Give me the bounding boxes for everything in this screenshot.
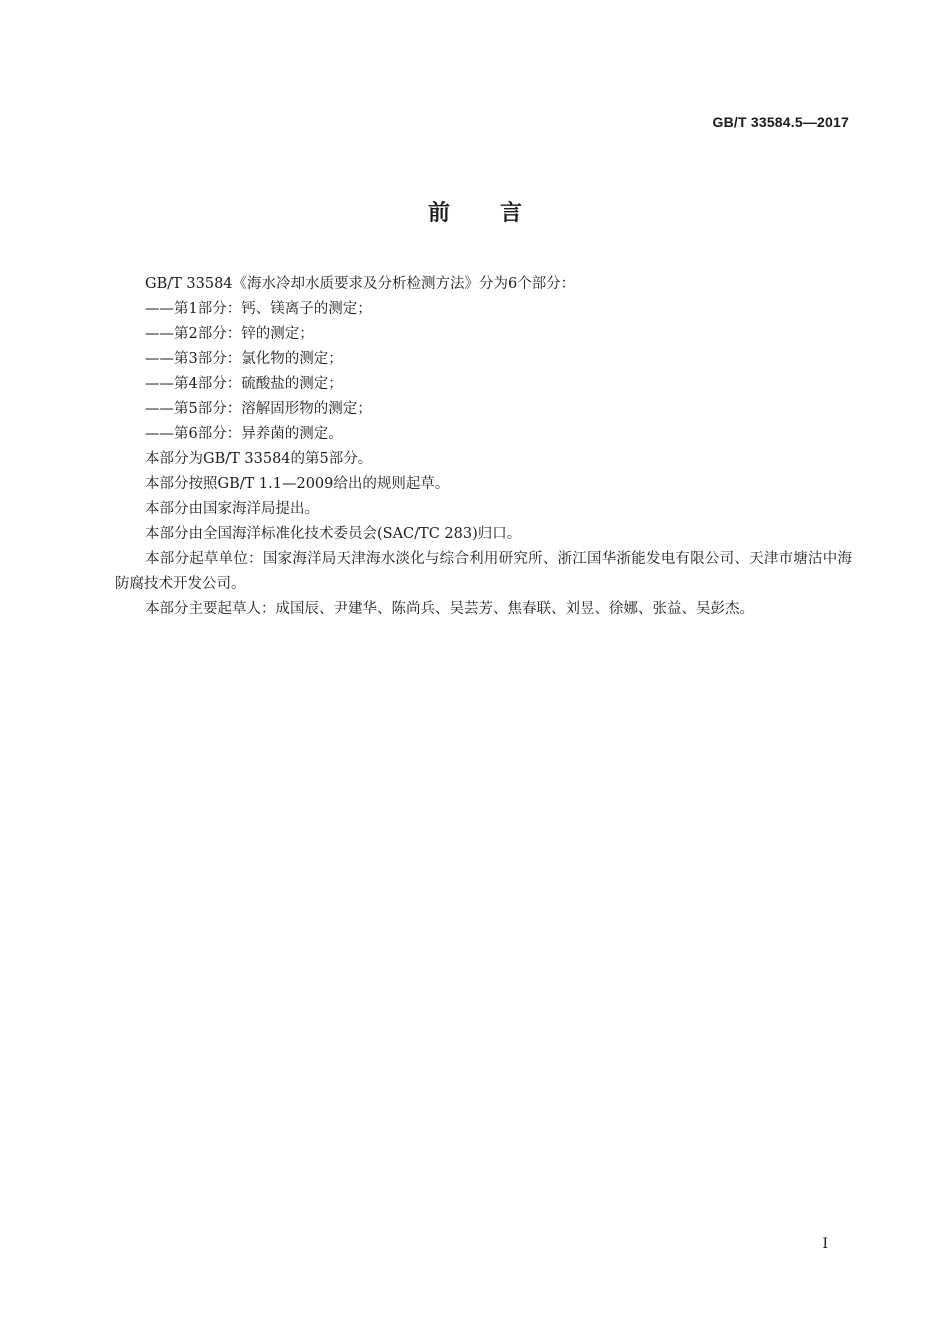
paragraph-part-statement: 本部分为GB/T 33584的第5部分。	[145, 451, 373, 467]
document-body	[115, 272, 852, 622]
paragraph-drafting-units: 本部分起草单位：国家海洋局天津海水淡化与综合利用研究所、浙江国华浙能发电有限公司、天津市塘沽中海防腐技术开发公司。	[115, 551, 852, 592]
list-item-part-3: ——第3部分：氯化物的测定；	[145, 351, 343, 367]
paragraph-centralized-by: 本部分由全国海洋标准化技术委员会(SAC/TC 283)归口。	[145, 526, 522, 542]
paragraph-proposer: 本部分由国家海洋局提出。	[145, 501, 319, 517]
paragraph-intro: GB/T 33584《海水冷却水质要求及分析检测方法》分为6个部分：	[145, 276, 576, 292]
standard-number: GB/T 33584.5—2017	[712, 114, 849, 130]
paragraph-drafters: 本部分主要起草人：成国辰、尹建华、陈尚兵、吴芸芳、焦春联、刘昱、徐娜、张益、吴彭杰。	[145, 601, 754, 617]
page-number: I	[822, 1236, 828, 1252]
paragraph-drafting-rules: 本部分按照GB/T 1.1—2009给出的规则起草。	[145, 476, 450, 492]
list-item-part-2: ——第2部分：锌的测定；	[145, 326, 314, 342]
list-item-part-6: ——第6部分：异养菌的测定。	[145, 426, 343, 442]
list-item-part-1: ——第1部分：钙、镁离子的测定；	[145, 301, 372, 317]
list-item-part-5: ——第5部分：溶解固形物的测定；	[145, 401, 372, 417]
page-title: 前言	[427, 201, 572, 226]
list-item-part-4: ——第4部分：硫酸盐的测定；	[145, 376, 343, 392]
